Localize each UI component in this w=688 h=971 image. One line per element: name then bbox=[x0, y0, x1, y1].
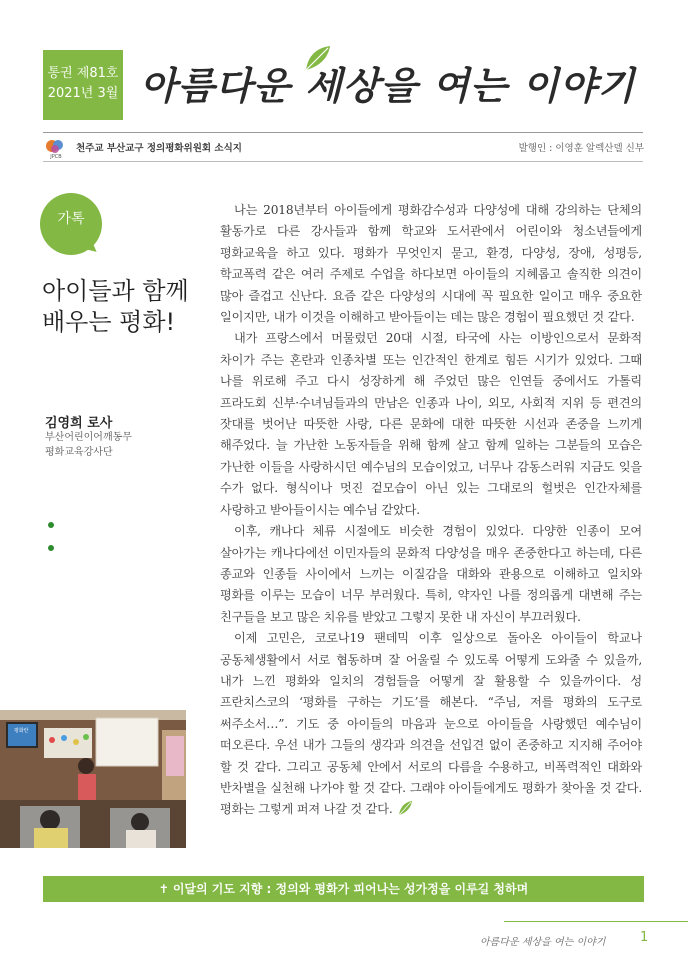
bullet-dot bbox=[48, 545, 54, 551]
article-paragraph: 이후, 캐나다 체류 시절에도 비슷한 경험이 있었다. 다양한 인종이 모여 살아가는 캐나다에선 이민자들의 문화적 다양성을 매우 존중한다고 하는데, 다른 종교와 인종들 사이에서 느끼는 이질감을 대화와 관용으로 이해하고 일치와 평화를 이루는 모습이 너무 부러웠다. 특히, 약자인 나를 정의롭게 대변해 주는 친구들을 보고 많은 치유를 받았고 그렇지 못한 내 자신이 부끄러웠다. bbox=[220, 524, 642, 624]
paragraph-text: 이제 고민은, 코로나19 팬데믹 이후 일상으로 돌아온 아이들이 학교나 공동체생활에서 서로 협동하며 잘 어울릴 수 있도록 어떻게 도와줄 수 있을까, 내가 느낀 평화와 일치의 경험들을 어떻게 잘 활용할 수 있을까이다. 성 프란치스코의 ‘평화를 구하는 기도’를 해본다. “주님, 저를 평화의 도구로 써주소서…”. 기도 중 아이들의 마음과 눈으로 아이들을 사랑했던 예수님이 떠오른다. 우선 내가 그들의 생각과 의견을 선입견 없이 존중하고 지지해 주어야 할 것 같다. 그리고 공동체 안에서 서로의 다름을 수용하고, 비폭력적인 대화와 반차별을 실천해 나가야 할 것 같다. 그래야 아이들에게도 평화가 찾아올 것 같다. 평화는 그렇게 퍼져 나갈 것 같다. bbox=[220, 631, 642, 817]
author-affiliation bbox=[45, 430, 132, 460]
jpcb-logo-icon bbox=[43, 137, 69, 159]
article-headline: 아이들과 함께 배우는 평화! bbox=[42, 277, 189, 336]
footer-divider bbox=[504, 921, 688, 922]
author-name: 김영희 로사 bbox=[45, 416, 113, 431]
classroom-photo bbox=[0, 710, 186, 848]
cross-icon: ✝ bbox=[158, 882, 169, 896]
article-paragraph bbox=[220, 628, 642, 821]
subheader-divider bbox=[43, 161, 643, 162]
article-paragraph: 내가 프랑스에서 머물렀던 20대 시절, 타국에 사는 이방인으로서 문화적 차이가 주는 혼란과 인종차별 또는 인간적인 한계로 힘든 시기가 있었다. 그때 나를 위로해 주고 다시 성장하게 해 주었던 많은 인연들 중에서도 가톨릭 프라도회 신부·수녀님들과의 만남은 인종과 나이, 외모, 사회적 지위 등 편견의 잣대를 벗어난 따뜻한 사랑, 다른 문화에 대한 따뜻한 시선과 존중을 느끼게 해주었다. 늘 가난한 노동자들을 위해 함께 살고 함께 일하는 그분들의 모습은 가난한 이들을 사랑하시던 예수님의 모습이었고, 너무나 감동스러워 지금도 잊을 수가 없다. 형식이나 멋진 겉모습이 아닌 있는 그대로의 헐벗은 인간자체를 사랑하고 받아들이시는 예수님 같았다. bbox=[220, 331, 642, 517]
prayer-intention-bar bbox=[43, 876, 644, 902]
footer-title: 아름다운 세상을 여는 이야기 bbox=[480, 937, 606, 948]
article-body bbox=[220, 200, 642, 821]
header-divider bbox=[43, 132, 643, 133]
issue-number: 통권 제81호 bbox=[47, 66, 119, 81]
masthead bbox=[140, 54, 660, 118]
page-number: 1 bbox=[640, 930, 649, 945]
svg-text:JPCB: JPCB bbox=[50, 154, 62, 159]
affiliation-line: 부산어린이어깨동무 bbox=[45, 432, 132, 443]
masthead-title: 아름다운 세상을 여는 이야기 bbox=[140, 63, 636, 108]
issue-badge bbox=[43, 50, 123, 120]
leaf-icon bbox=[302, 44, 332, 72]
publisher-name: 천주교 부산교구 정의평화위원회 소식지 bbox=[76, 143, 242, 154]
end-leaf-icon bbox=[397, 800, 413, 816]
bullet-dot bbox=[48, 522, 54, 528]
article-paragraph: 나는 2018년부터 아이들에게 평화감수성과 다양성에 대해 강의하는 단체의 활동가로 다른 강사들과 함께 학교와 도서관에서 어린이와 청소년들에게 평화교육을 하고 있다. 평화가 무엇인지 묻고, 환경, 다양성, 장애, 성평등, 학교폭력 같은 여러 주제로 수업을 하다보면 아이들의 지혜롭고 솔직한 의견이 많아 즐겁고 신난다. 요즘 같은 다양성의 시대에 꼭 필요한 일이고 매우 중요한 일이지만, 내가 이것을 이해하고 받아들이는 데는 많은 경험이 필요했던 것 같다. bbox=[220, 203, 642, 325]
issuer-name: 발행인 : 이영훈 알렉산델 신부 bbox=[518, 143, 644, 154]
issue-date: 2021년 3월 bbox=[47, 86, 119, 101]
prayer-intention-text: 이달의 기도 지향 : 정의와 평화가 피어나는 성가정을 이루길 청하며 bbox=[172, 882, 529, 896]
svg-text:평화란: 평화란 bbox=[14, 728, 29, 734]
classroom-scene bbox=[0, 710, 186, 848]
category-badge: 가톡 bbox=[40, 193, 102, 255]
affiliation-line: 평화교육강사단 bbox=[45, 447, 113, 458]
